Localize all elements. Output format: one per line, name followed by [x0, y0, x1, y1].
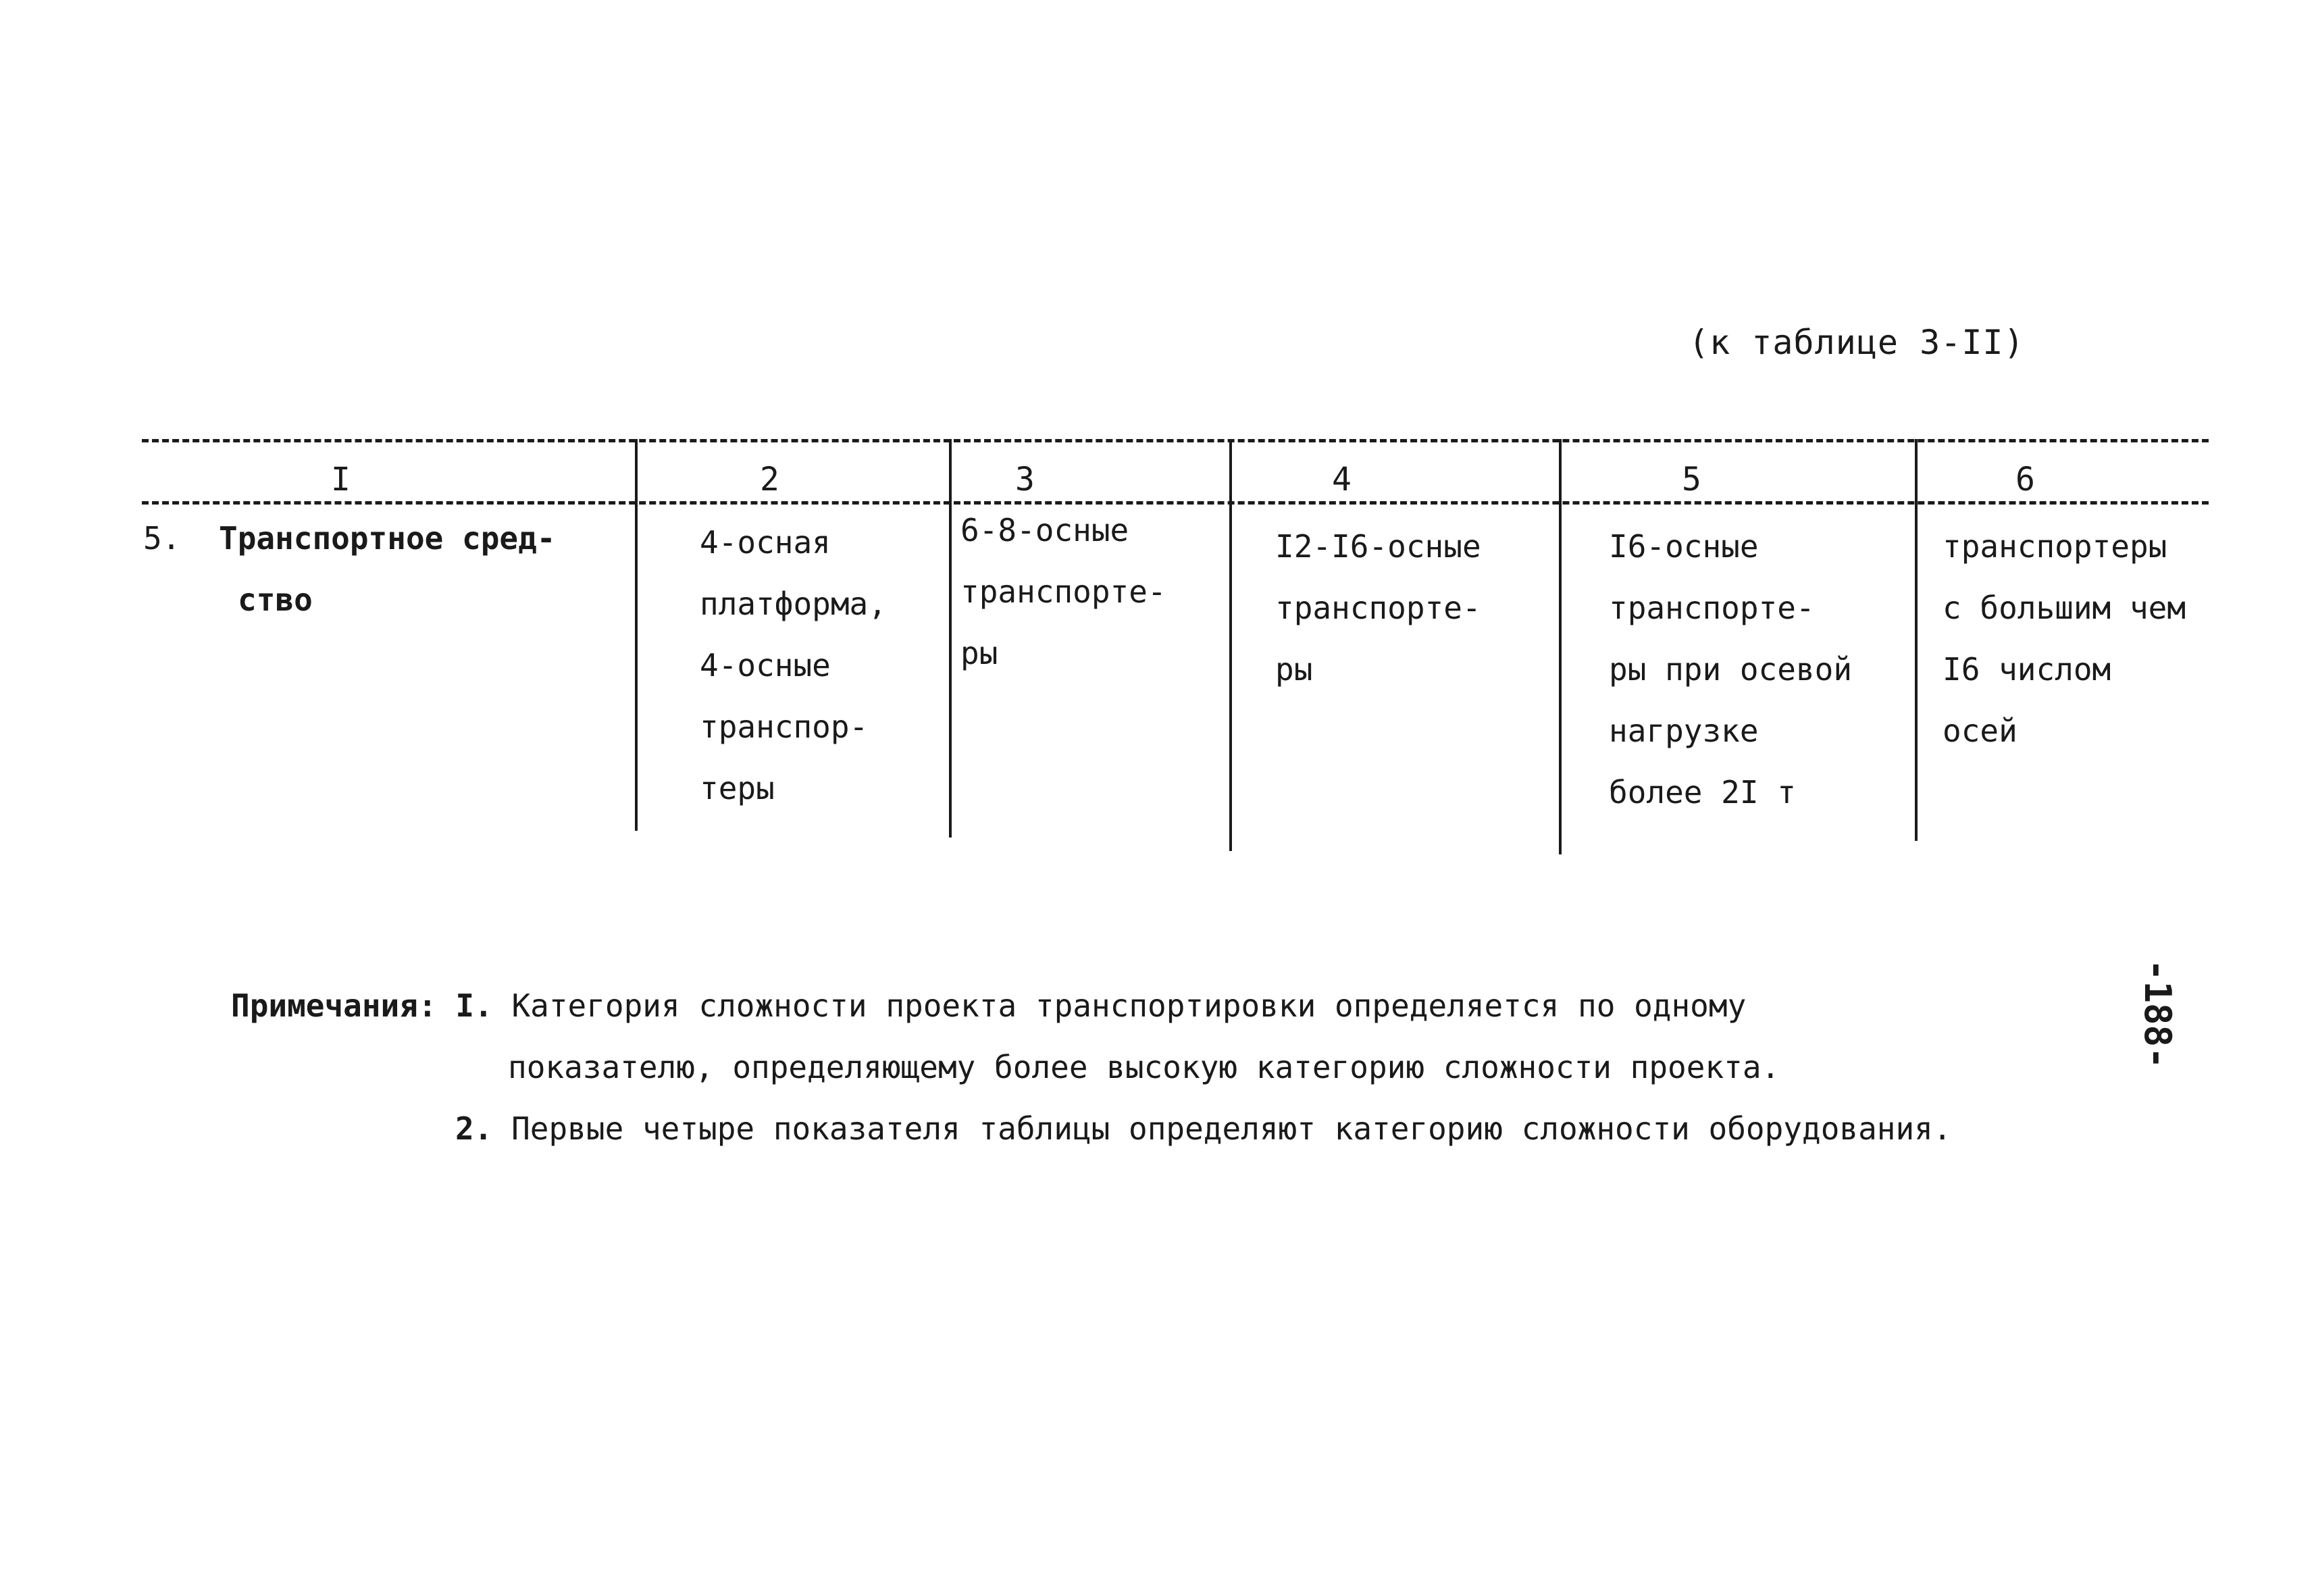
cell-line: I6 числом [1943, 651, 2111, 688]
cell-line: теры [700, 770, 775, 806]
note-2-number: 2. [455, 1110, 493, 1147]
cell-line: более 2I т [1609, 774, 1796, 810]
cell-line: ство [238, 582, 313, 618]
cell-line: с большим чем [1943, 590, 2186, 626]
column-number-3: 3 [1015, 461, 1035, 498]
cell-line: осей [1943, 713, 2017, 749]
note-2 [455, 1098, 1952, 1160]
note-1-line-1: Категория сложности проекта транспортировки определяется по одному [511, 987, 1747, 1024]
cell-line: Транспортное сред- [219, 520, 556, 557]
cell-col1 [219, 508, 556, 631]
column-divider-4 [1559, 439, 1562, 854]
notes-label: Примечания: [231, 987, 437, 1024]
cell-line: платформа, [700, 586, 887, 622]
cell-line: 6-8-осные [960, 512, 1129, 548]
cell-col2 [700, 512, 887, 819]
row-number: 5. [143, 520, 181, 557]
page-number: -188- [2136, 959, 2179, 1069]
cell-line: ры [960, 635, 998, 671]
cell-line: I2-I6-осные [1275, 528, 1481, 565]
cell-line: 4-осная [700, 524, 831, 561]
cell-col4 [1275, 516, 1481, 700]
cell-col3 [960, 500, 1166, 684]
cell-col5 [1609, 516, 1852, 823]
column-number-6: 6 [2015, 461, 2035, 498]
column-divider-1 [635, 439, 638, 831]
note-1-line-2: показателю, определяющему более высокую категорию сложности проекта. [508, 1049, 1780, 1085]
cell-line: ры [1275, 651, 1313, 688]
notes [231, 975, 1746, 1037]
table-reference: (к таблице 3-II) [1689, 323, 2025, 362]
cell-line: транспорте- [1275, 590, 1481, 626]
cell-line: 4-осные [700, 647, 831, 684]
cell-line: транспорте- [1609, 590, 1815, 626]
cell-line: транспорте- [960, 573, 1166, 610]
column-number-5: 5 [1682, 461, 1701, 498]
cell-line: ры при осевой [1609, 651, 1853, 688]
column-number-2: 2 [760, 461, 779, 498]
cell-line: транспортеры [1943, 528, 2167, 565]
cell-col6 [1943, 516, 2186, 762]
cell-line: нагрузке [1609, 713, 1759, 749]
column-divider-5 [1915, 439, 1918, 841]
cell-line: I6-осные [1609, 528, 1759, 565]
cell-line: транспор- [700, 709, 869, 745]
column-divider-2 [949, 439, 952, 838]
note-2-line-1: Первые четыре показателя таблицы определяют категорию сложности оборудования. [511, 1110, 1952, 1147]
note-1-continuation [508, 1037, 1780, 1098]
column-number-1: I [331, 461, 351, 498]
column-divider-3 [1229, 439, 1232, 851]
column-number-4: 4 [1332, 461, 1352, 498]
table-top-rule [142, 439, 2209, 442]
note-1-number: I. [455, 987, 493, 1024]
table-header-rule [142, 501, 2209, 505]
